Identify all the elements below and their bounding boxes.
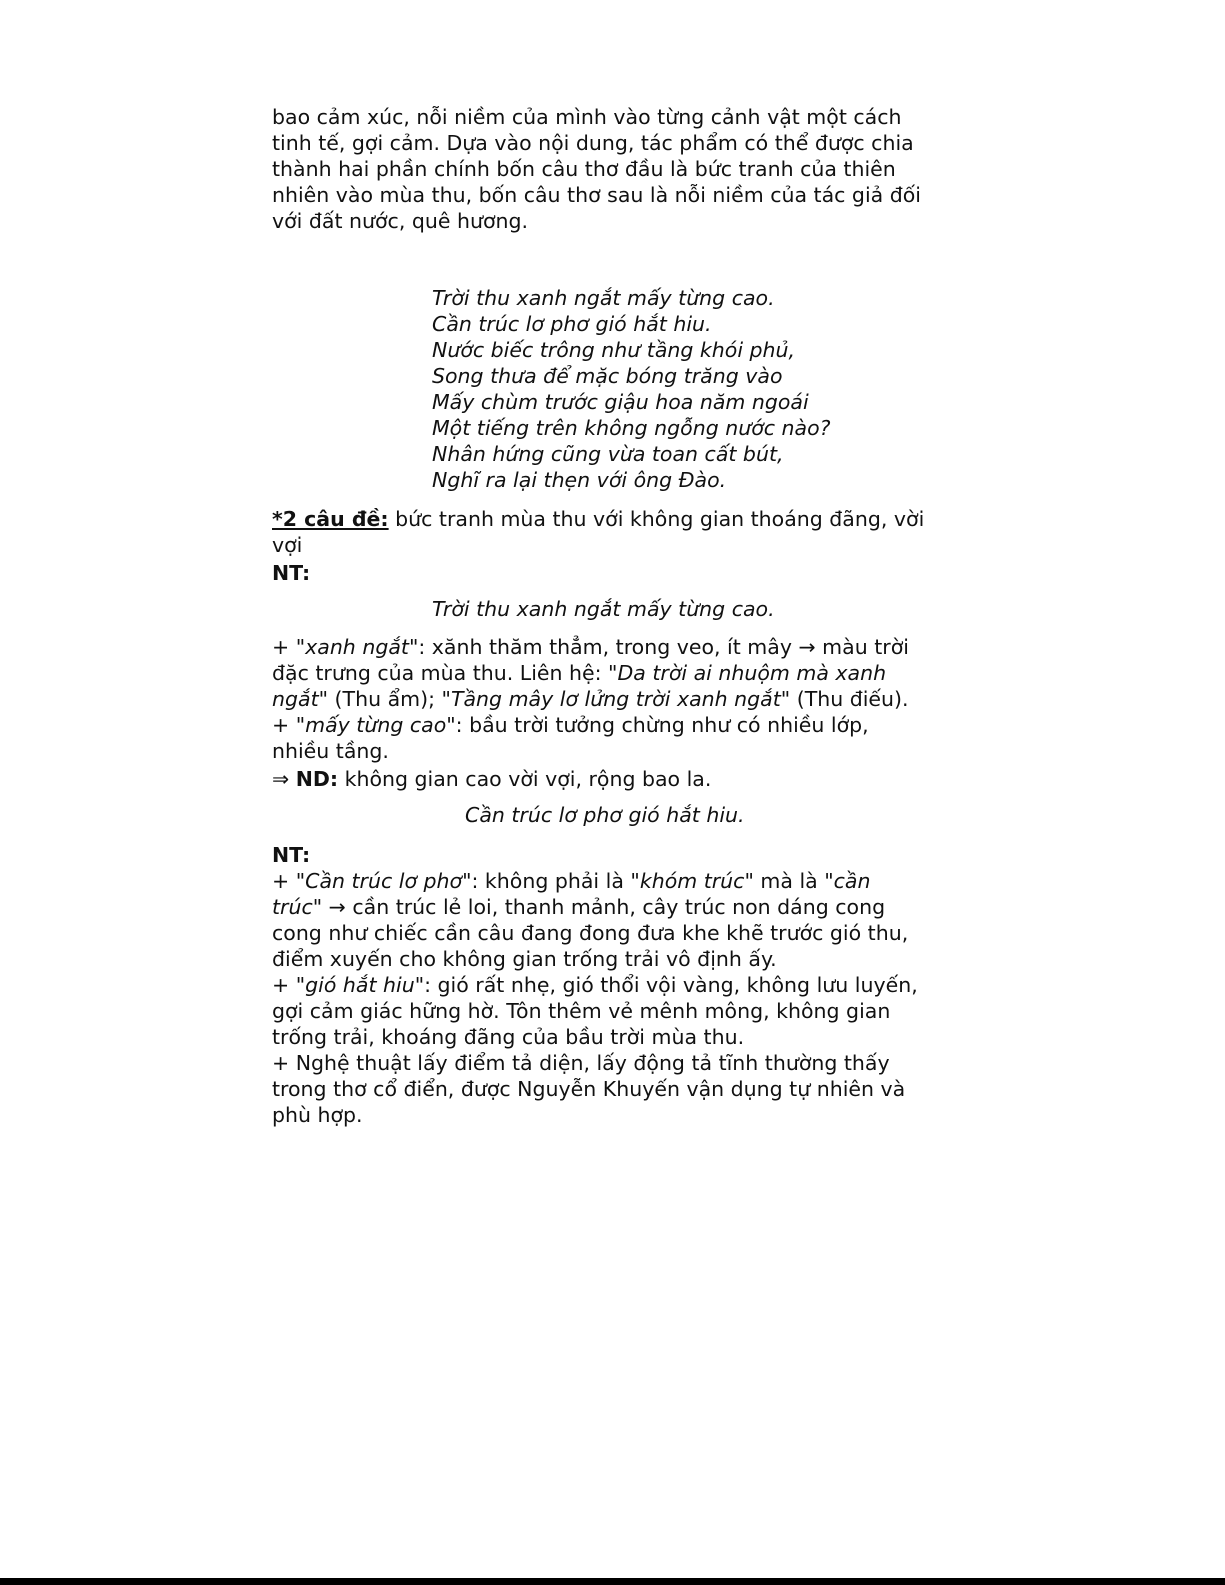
text-span: ": bầu trời tưởng chừng như có nhiều lớp, — [446, 713, 869, 737]
nd-label: ND: — [295, 767, 339, 791]
nt-label — [272, 560, 310, 586]
text-span: + " — [272, 635, 306, 659]
implies-arrow: ⇒ — [272, 767, 296, 791]
section-heading-cont: vợi — [272, 533, 303, 557]
analysis-line — [272, 712, 869, 738]
poem-line: Nước biếc trông như tầng khói phủ, — [432, 338, 796, 362]
text-span: ": xănh thăm thẳm, trong veo, ít mây → màu trời — [408, 635, 909, 659]
term: gió hắt hiu — [305, 973, 415, 997]
text-span: không gian cao vời vợi, rộng bao la. — [338, 767, 712, 791]
text-span: " → cần trúc lẻ loi, thanh mảnh, cây trúc non dáng cong — [312, 895, 886, 919]
analysis-line: điểm xuyến cho không gian trống trải vô định ấy. — [272, 947, 777, 971]
text-span: + " — [272, 869, 306, 893]
analysis-line — [272, 868, 870, 894]
intro-line: bao cảm xúc, nỗi niềm của mình vào từng cảnh vật một cách — [272, 105, 902, 129]
analysis-line — [272, 972, 918, 998]
term: trúc — [272, 895, 313, 919]
verse-quote: Trời thu xanh ngắt mấy từng cao. — [432, 597, 775, 621]
nt-label — [272, 842, 310, 868]
nt-label-text: NT: — [272, 561, 311, 585]
term: mấy từng cao — [305, 713, 447, 737]
term: Cần trúc lơ phơ — [305, 869, 463, 893]
section-heading-label: *2 câu đề: — [272, 507, 389, 531]
poem-line: Nghĩ ra lại thẹn với ông Đào. — [432, 468, 727, 492]
section-heading — [272, 506, 924, 532]
nd-line — [272, 766, 711, 792]
analysis-line — [272, 634, 909, 660]
text-span: " (Thu ẩm); " — [318, 687, 451, 711]
poem-line: Cần trúc lơ phơ gió hắt hiu. — [432, 312, 712, 336]
intro-line: với đất nước, quê hương. — [272, 209, 529, 233]
text-span: " (Thu điếu). — [780, 687, 909, 711]
poem-line: Trời thu xanh ngắt mấy từng cao. — [432, 286, 775, 310]
analysis-line — [272, 894, 885, 920]
analysis-line: + Nghệ thuật lấy điểm tả diện, lấy động tả tĩnh thường thấy — [272, 1051, 890, 1075]
nt-label-text: NT: — [272, 843, 311, 867]
quote: ngắt — [272, 687, 319, 711]
intro-line: nhiên vào mùa thu, bốn câu thơ sau là nỗi niềm của tác giả đối — [272, 183, 921, 207]
intro-line: tinh tế, gợi cảm. Dựa vào nội dung, tác phẩm có thể được chia — [272, 131, 914, 155]
analysis-line: gợi cảm giác hững hờ. Tôn thêm vẻ mênh mông, không gian — [272, 999, 891, 1023]
analysis-line — [272, 660, 886, 686]
text-span: ": gió rất nhẹ, gió thổi vội vàng, không lưu luyến, — [414, 973, 918, 997]
analysis-line: phù hợp. — [272, 1103, 363, 1127]
poem-line: Mấy chùm trước giậu hoa năm ngoái — [432, 390, 809, 414]
intro-line: thành hai phần chính bốn câu thơ đầu là bức tranh của thiên — [272, 157, 896, 181]
text-span: đặc trưng của mùa thu. Liên hệ: " — [272, 661, 618, 685]
analysis-line — [272, 686, 909, 712]
poem-line: Một tiếng trên không ngỗng nước nào? — [432, 416, 831, 440]
text-span: " mà là " — [744, 869, 834, 893]
analysis-line: cong như chiếc cần câu đang đong đưa khe khẽ trước gió thu, — [272, 921, 909, 945]
term: cần — [833, 869, 871, 893]
analysis-line: trống trải, khoáng đãng của bầu trời mùa thu. — [272, 1025, 745, 1049]
text-span: + " — [272, 713, 306, 737]
verse-quote: Cần trúc lơ phơ gió hắt hiu. — [465, 803, 745, 827]
quote: Tầng mây lơ lửng trời xanh ngắt — [450, 687, 781, 711]
quote: Da trời ai nhuộm mà xanh — [617, 661, 887, 685]
text-span: ": không phải là " — [462, 869, 640, 893]
section-heading-text: bức tranh mùa thu với không gian thoáng đãng, vời — [388, 507, 925, 531]
term: khóm trúc — [639, 869, 745, 893]
page-bottom-border — [0, 1578, 1225, 1585]
poem-line: Nhân hứng cũng vừa toan cất bút, — [432, 442, 784, 466]
poem-line: Song thưa để mặc bóng trăng vào — [432, 364, 783, 388]
term: xanh ngắt — [305, 635, 409, 659]
analysis-line: trong thơ cổ điển, được Nguyễn Khuyến vận dụng tự nhiên và — [272, 1077, 906, 1101]
analysis-line: nhiều tầng. — [272, 739, 389, 763]
text-span: + " — [272, 973, 306, 997]
